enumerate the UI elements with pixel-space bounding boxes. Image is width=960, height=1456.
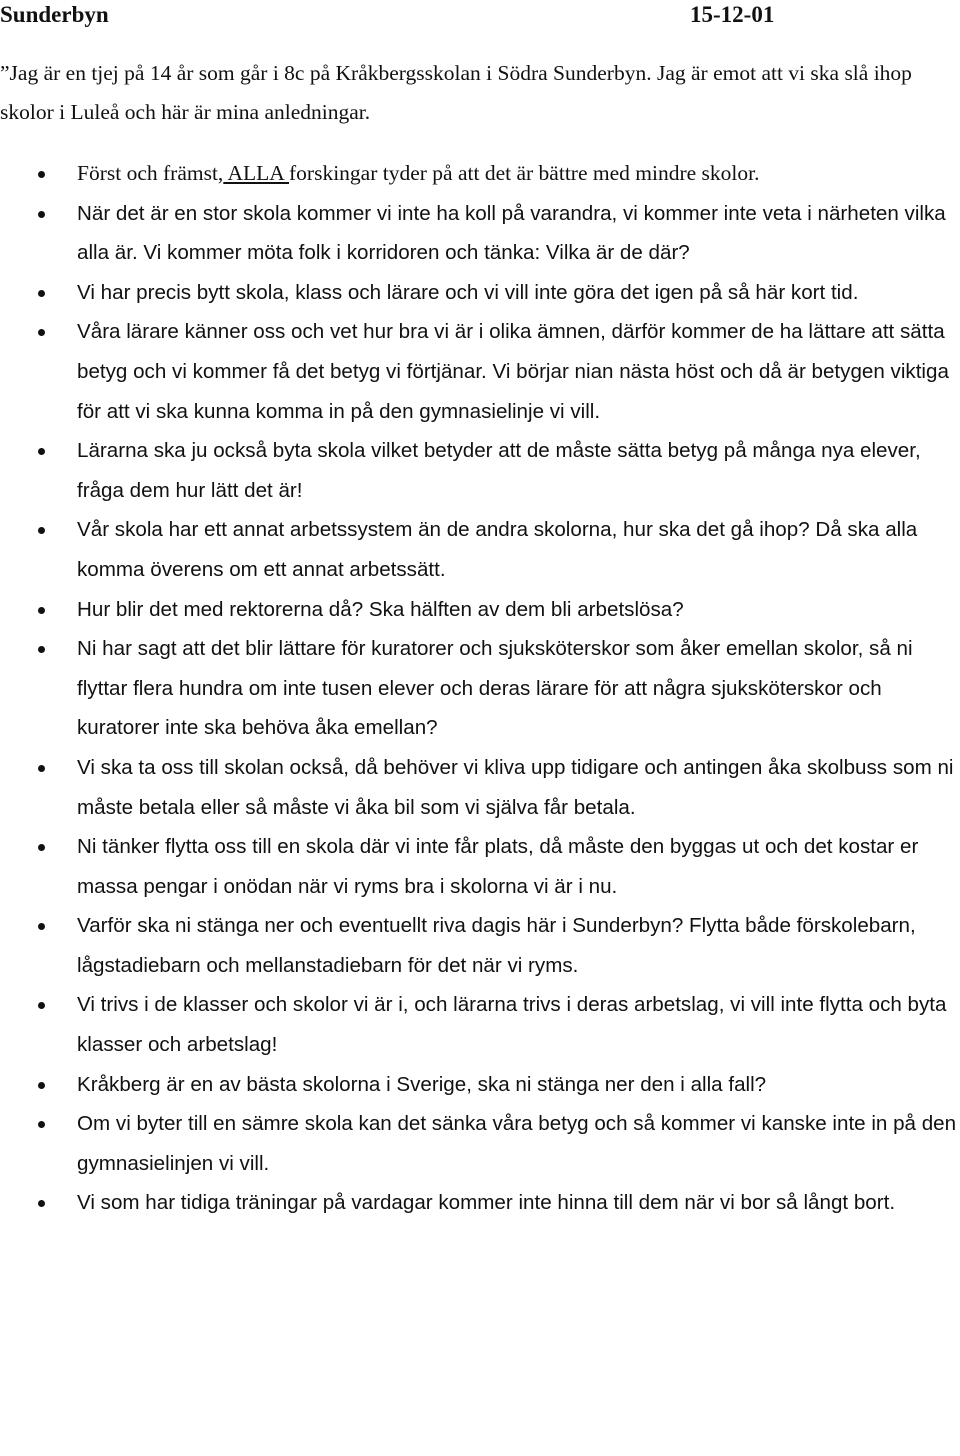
bullet-icon <box>38 171 45 178</box>
list-item <box>0 431 960 510</box>
list-item <box>0 510 960 589</box>
list-item-text: Vår skola har ett annat arbetssystem än de andra skolorna, hur ska det gå ihop? Då ska alla komma överens om ett annat arbetssätt. <box>77 518 918 581</box>
list-item-text: Vi ska ta oss till skolan också, då behöver vi kliva upp tidigare och antingen åka skolbuss som ni måste betala eller så måste vi åka bil som vi själva får betala. <box>77 755 954 819</box>
argument-list <box>0 154 960 1223</box>
place-heading: Sunderbyn <box>0 2 109 27</box>
list-item <box>0 629 960 748</box>
list-item-text: Ni tänker flytta oss till en skola där vi inte får plats, då måste den byggas ut och det kostar er massa pengar i onödan när vi ryms bra i skolorna vi är i nu. <box>77 835 919 898</box>
bullet-icon <box>38 844 45 851</box>
list-item-text: Våra lärare känner oss och vet hur bra vi är i olika ämnen, därför kommer de ha lättare att sätta betyg och vi kommer få det betyg vi förtjänar. Vi börjar nian nästa höst och då är betygen viktiga för att vi ska kunna komma in på den gymnasielinje vi vill. <box>77 320 949 423</box>
bullet-icon <box>38 923 45 930</box>
bullet-icon <box>38 329 45 336</box>
list-item-text: Vi trivs i de klasser och skolor vi är i, och lärarna trivs i deras arbetslag, vi vill inte flytta och byta klasser och arbetslag! <box>77 993 947 1057</box>
bullet-icon <box>38 1002 45 1009</box>
list-item-text: Om vi byter till en sämre skola kan det sänka våra betyg och så kommer vi kanske inte in på den gymnasielinjen vi vill. <box>77 1112 957 1175</box>
list-item <box>0 827 960 906</box>
list-item-text: När det är en stor skola kommer vi inte ha koll på varandra, vi kommer inte veta i närheten vilka alla är. Vi kommer möta folk i korridoren och tänka: Vilka är de där? <box>77 201 946 265</box>
list-item <box>0 748 960 827</box>
bullet-icon <box>38 1121 45 1128</box>
date-heading: 15-12-01 <box>690 2 775 27</box>
list-item <box>0 194 960 273</box>
list-item-text: Ni har sagt att det blir lättare för kuratorer och sjuksköterskor som åker emellan skolor, så ni flyttar flera hundra om inte tusen elever och deras lärare för att några sjuksköterskor och kuratorer inte ska behöva åka emellan? <box>77 637 913 740</box>
bullet-icon <box>38 765 45 772</box>
list-item <box>0 906 960 985</box>
list-item <box>0 590 960 630</box>
list-item-text: Hur blir det med rektorerna då? Ska hälften av dem bli arbetslösa? <box>77 597 684 621</box>
bullet-icon <box>38 646 45 653</box>
bullet-icon <box>38 607 45 614</box>
intro-paragraph: ”Jag är en tjej på 14 år som går i 8c på Kråkbergsskolan i Södra Sunderbyn. Jag är emot att vi ska slå ihop skolor i Luleå och här är mina anledningar. <box>0 61 912 124</box>
list-item-text: Lärarna ska ju också byta skola vilket betyder att de måste sätta betyg på många nya elever, fråga dem hur lätt det är! <box>77 439 921 502</box>
list-item <box>0 273 960 313</box>
bullet-icon <box>38 448 45 455</box>
bullet-icon <box>38 211 45 218</box>
list-item <box>0 1104 960 1183</box>
list-item-text: Varför ska ni stänga ner och eventuellt riva dagis här i Sunderbyn? Flytta både förskolebarn, lågstadiebarn och mellanstadiebarn för det när vi ryms. <box>77 914 916 977</box>
list-item-text-start: Först och främst, <box>77 161 224 185</box>
list-item-text: Kråkberg är en av bästa skolorna i Sverige, ska ni stänga ner den i alla fall? <box>77 1072 767 1096</box>
list-item <box>0 1065 960 1105</box>
list-item <box>0 985 960 1064</box>
bullet-icon <box>38 527 45 534</box>
bullet-icon <box>38 1200 45 1207</box>
list-item <box>0 312 960 431</box>
bullet-icon <box>38 1082 45 1089</box>
document-header <box>0 0 960 30</box>
emphasis-text: ALLA <box>223 161 290 185</box>
list-item-text: Vi har precis bytt skola, klass och lärare och vi vill inte göra det igen på så här kort tid. <box>77 280 859 304</box>
bullet-icon <box>38 290 45 297</box>
list-item-text-end: forskingar tyder på att det är bättre med mindre skolor. <box>289 161 760 185</box>
list-item <box>0 154 960 194</box>
list-item-text: Vi som har tidiga träningar på vardagar kommer inte hinna till dem när vi bor så långt bort. <box>77 1191 896 1215</box>
list-item <box>0 1183 960 1223</box>
